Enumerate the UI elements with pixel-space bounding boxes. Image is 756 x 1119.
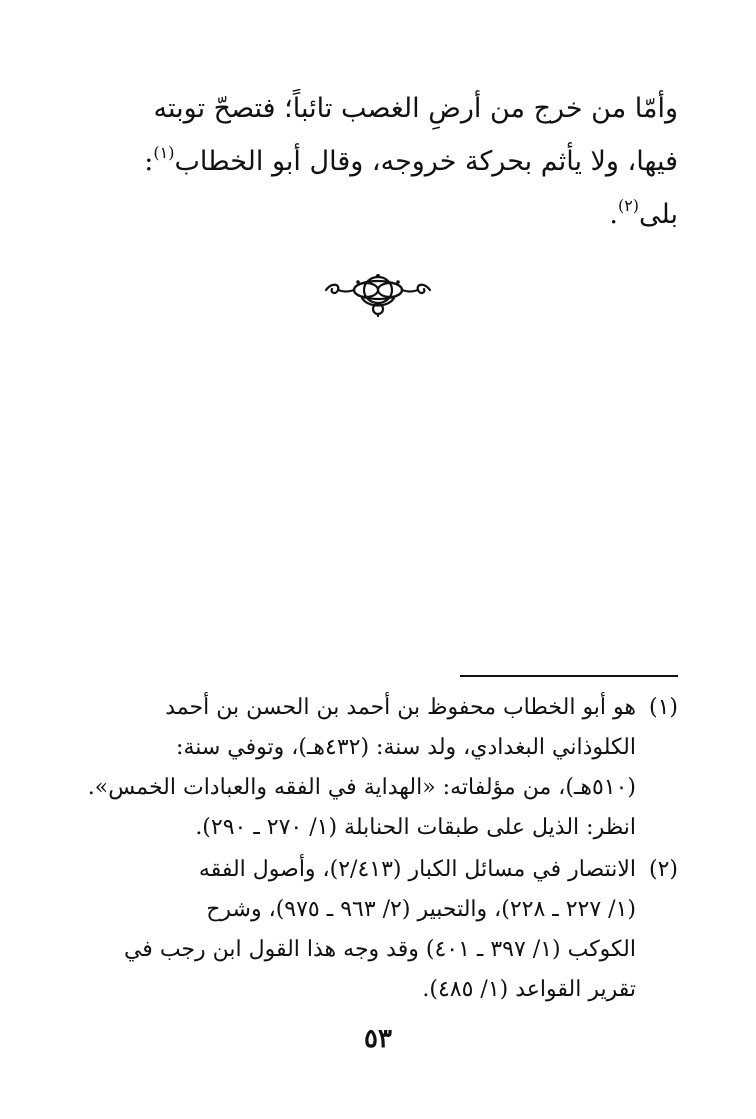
footnote-2 xyxy=(78,850,678,1010)
footnote-ref-1: (١) xyxy=(153,143,175,162)
footnotes xyxy=(78,688,678,1012)
main-line-3-text: بلى xyxy=(639,199,678,230)
footnote-1-line-3: (٥١٠هـ)، من مؤلفاته: «الهداية في الفقه والعبادات الخمس». xyxy=(87,775,636,800)
footnote-1 xyxy=(78,688,678,848)
footnote-1-number: (١) xyxy=(648,695,678,720)
main-line-1-text: وأمّا من خرج من أرضِ الغصب تائباً؛ فتصحّ توبته xyxy=(153,93,678,124)
main-line-2-text: فيها، ولا يأثم بحركة خروجه، وقال أبو الخطاب xyxy=(174,146,678,177)
main-line-1 xyxy=(78,82,678,135)
decorative-knot-ornament-icon xyxy=(322,272,434,318)
footnote-1-line-2: الكلوذاني البغدادي، ولد سنة: (٤٣٢هـ)، وتوفي سنة: xyxy=(176,735,636,760)
footnote-ref-2: (٢) xyxy=(617,196,640,215)
footnote-1-line-1: هو أبو الخطاب محفوظ بن أحمد بن الحسن بن أحمد xyxy=(165,695,636,720)
main-line-3 xyxy=(78,188,678,241)
main-line-3-period: . xyxy=(609,199,618,230)
footnote-2-line-1: الانتصار في مسائل الكبار (٢/٤١٣)، وأصول الفقه xyxy=(198,857,636,882)
footnote-separator xyxy=(460,675,678,677)
footnote-1-line-4: انظر: الذيل على طبقات الحنابلة (١/ ٢٧٠ ـ ٢٩٠). xyxy=(195,815,636,840)
page-number: ٥٣ xyxy=(364,1024,392,1054)
footnote-2-line-2: (١/ ٢٢٧ ـ ٢٢٨)، والتحبير (٢/ ٩٦٣ ـ ٩٧٥)، وشرح xyxy=(206,897,636,922)
main-line-2 xyxy=(78,135,678,188)
main-line-2-colon: : xyxy=(144,146,154,177)
footnote-2-number: (٢) xyxy=(648,857,678,882)
main-paragraph xyxy=(78,82,678,241)
footnote-2-line-4: تقرير القواعد (١/ ٤٨٥). xyxy=(422,977,636,1002)
footnote-2-line-3: الكوكب (١/ ٣٩٧ ـ ٤٠١) وقد وجه هذا القول ابن رجب في xyxy=(123,937,636,962)
